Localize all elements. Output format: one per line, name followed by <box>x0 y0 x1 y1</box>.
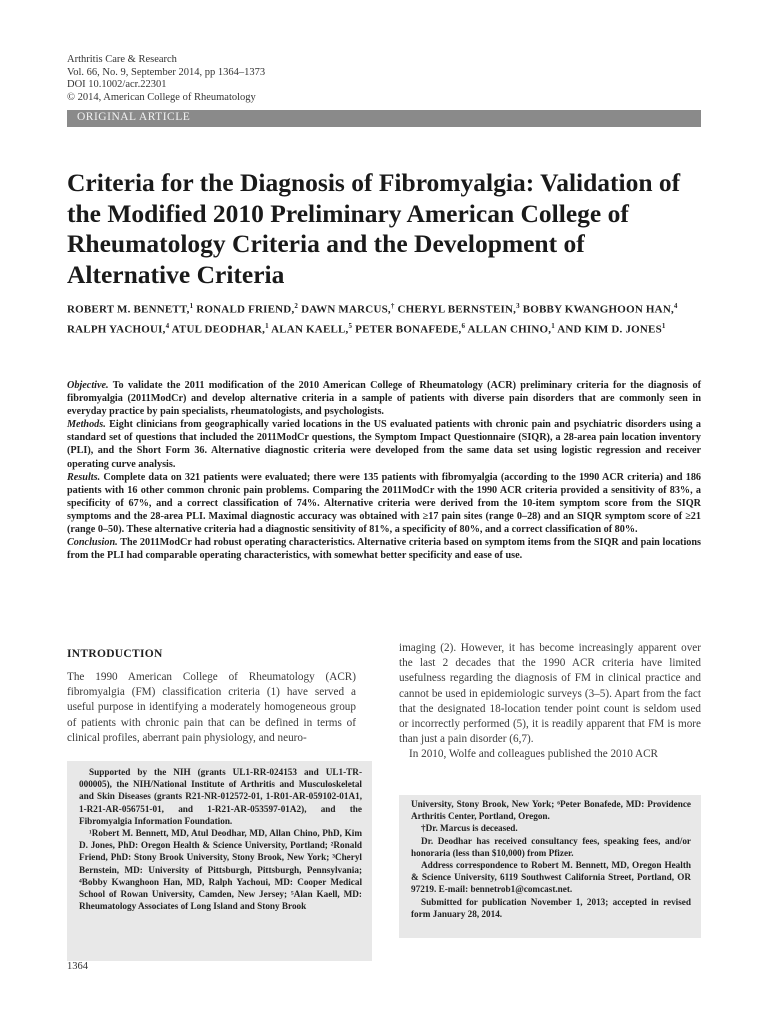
introduction-paragraph-2: In 2010, Wolfe and colleagues published the 2010 ACR <box>409 748 659 761</box>
introduction-paragraph-1: The 1990 American College of Rheumatology (ACR) fibromyalgia (FM) classification criteria (1) have served a useful purpose in identifying a moderately homogeneous group of patients with chronic pain that can be defined in terms of clinical profiles, aberrant pain physiology, and neuro- <box>67 671 356 744</box>
conclusion-label: Conclusion. <box>67 537 118 549</box>
author-name: CHERYL BERNSTEIN, <box>397 303 517 316</box>
left-column <box>67 648 356 746</box>
correspondence-note: Address correspondence to Robert M. Bennett, MD, Oregon Health & Science University, 6119 Southwest California Street, Portland, OR 97219. E-mail: bennetrob1@comcast.net. <box>411 860 691 895</box>
funding-note: Supported by the NIH (grants UL1-RR-024153 and UL1-TR-000005), the NIH/National Institute of Arthritis and Musculoskeletal and Skin Diseases (grants R21-NR-012572-01, 1-R01-AR-059102-01A1, 1-R21-AR-056751-01, and 1-R21-AR-053597-01A2), and the Fibromyalgia Information Foundation. <box>79 767 362 826</box>
submission-note: Submitted for publication November 1, 2013; accepted in revised form January 28, 2014. <box>411 896 691 919</box>
journal-volume: Vol. 66, No. 9, September 2014, pp 1364–1373 <box>67 66 266 78</box>
author-list <box>67 298 707 338</box>
author-name: ATUL DEODHAR, <box>171 323 266 336</box>
author-affiliation-marker: 3 <box>516 302 520 310</box>
author-affiliation-marker: 1 <box>265 321 269 330</box>
introduction-paragraph-1-continued: imaging (2). However, it has become increasingly apparent over the last 2 decades that the 1990 ACR criteria have limited usefulness regarding the diagnosis of FM in clinical practice and cannot be used in epidemiologic surveys (3–5). Apart from the fact that the designated 18-location tender point count is seldom used or incorrectly performed (5), it is readily apparent that FM is more than just a pain disorder (6,7). <box>399 642 701 746</box>
article-type-bar <box>67 110 701 127</box>
author-name: RALPH YACHOUI, <box>67 323 166 336</box>
journal-info <box>67 54 265 104</box>
abstract-methods <box>67 418 701 470</box>
journal-name: Arthritis Care & Research <box>67 54 177 65</box>
author-affiliation-marker: 4 <box>673 302 678 310</box>
introduction-heading: INTRODUCTION <box>67 648 163 660</box>
author-name: RONALD FRIEND, <box>196 303 295 316</box>
author-name: BOBBY KWANGHOON HAN, <box>522 303 674 316</box>
article-title: Criteria for the Diagnosis of Fibromyalgia: Validation of the Modified 2010 Preliminary American College of Rheumatology Criteria and the Development of Alternative Criteria <box>67 168 681 289</box>
author-name: ROBERT M. BENNETT, <box>67 303 190 316</box>
article-type-label: ORIGINAL ARTICLE <box>77 111 191 123</box>
results-label: Results. <box>67 471 101 483</box>
author-affiliation-marker: 1 <box>661 321 666 330</box>
conclusion-text: The 2011ModCr had robust operating characteristics. Alternative criteria based on symptom items from the SIQR and pain locations from the PLI had comparable operating characteristics, with somewhat better specificity and ease of use. <box>67 537 701 562</box>
abstract <box>67 379 701 562</box>
page-number: 1364 <box>67 961 88 972</box>
author-affiliation-marker: † <box>390 302 395 310</box>
author-affiliation-marker: 1 <box>551 321 555 330</box>
journal-doi: DOI 10.1002/acr.22301 <box>67 79 167 91</box>
affiliations-note: ¹Robert M. Bennett, MD, Atul Deodhar, MD, Allan Chino, PhD, Kim D. Jones, PhD: Oregon Health & Science University, Portland; ²Ronald Friend, PhD: Stony Brook University, Stony Brook, New York; ³Cheryl Bernstein, MD: University of Pittsburgh, Pittsburgh, Pennsylvania; ⁴Bobby Kwanghoon Han, MD, Ralph Yachoui, MD: Cooper Medical School of Rowan University, Camden, New Jersey; ⁵Alan Kaell, MD: Rheumatology Associates of Long Island and Stony Brook <box>79 828 362 912</box>
objective-text: To validate the 2011 modification of the 2010 American College of Rheumatology (ACR) preliminary criteria for the diagnosis of fibromyalgia (2011ModCr) and develop alternative criteria in a sample of patients with diverse pain disorders that are commonly seen in everyday practice by pain specialists, rheumatologists, and psychologists. <box>67 380 701 418</box>
abstract-results <box>67 471 701 536</box>
journal-copyright: © 2014, American College of Rheumatology <box>67 91 256 103</box>
abstract-conclusion <box>67 536 701 562</box>
author-affiliation-marker: 1 <box>189 302 194 310</box>
author-name: ALLAN CHINO, <box>467 323 552 336</box>
footnote-box-left <box>67 761 372 961</box>
author-name: AND KIM D. JONES <box>557 323 662 336</box>
right-column <box>399 641 701 763</box>
author-affiliation-marker: 2 <box>294 302 299 310</box>
author-name: DAWN MARCUS, <box>301 303 391 316</box>
author-affiliation-marker: 6 <box>461 321 466 330</box>
deceased-note: †Dr. Marcus is deceased. <box>421 823 518 834</box>
methods-label: Methods. <box>67 419 106 431</box>
disclosure-note: Dr. Deodhar has received consultancy fees, speaking fees, and/or honoraria (less than $10,000) from Pfizer. <box>411 835 691 858</box>
author-name: PETER BONAFEDE, <box>355 323 462 336</box>
abstract-objective <box>67 379 701 418</box>
objective-label: Objective. <box>67 380 109 391</box>
methods-text: Eight clinicians from geographically varied locations in the US evaluated patients with chronic pain and psychiatric disorders using a standard set of questions that included the 2011ModCr questions, the Symptom Impact Questionnaire (SIQR), a 28-area pain location inventory (PLI), and the Short Form 36. Alternative diagnostic criteria were developed from the same data set using logistic regression and receiver operating curve analysis. <box>67 419 702 470</box>
results-text: Complete data on 321 patients were evaluated; there were 135 patients with fibromyalgia (according to the 1990 ACR criteria) and 186 patients with 16 other common chronic pain problems. Comparing the 2011ModCr with the 1990 ACR criteria provided a sensitivity of 83%, a specificity of 67%, and a correct classification of 74%. Alternative criteria were derived from the 10-item symptom score from the SIQR symptoms and the 28-area PLI. Maximal diagnostic accuracy was obtained with ≥17 pain sites (range 0–28) and an SIQR symptom score of ≥21 (range 0–50). These alternative criteria had a diagnostic sensitivity of 81%, a specificity of 80%, and a correct classification of 80%. <box>67 471 702 536</box>
author-affiliation-marker: 5 <box>348 321 353 330</box>
affiliations-note-continued: University, Stony Brook, New York; ⁶Peter Bonafede, MD: Providence Arthritis Center, Portland, Oregon. <box>411 799 691 822</box>
author-affiliation-marker: 4 <box>165 321 170 330</box>
footnote-box-right <box>399 795 701 938</box>
author-name: ALAN KAELL, <box>271 323 349 336</box>
